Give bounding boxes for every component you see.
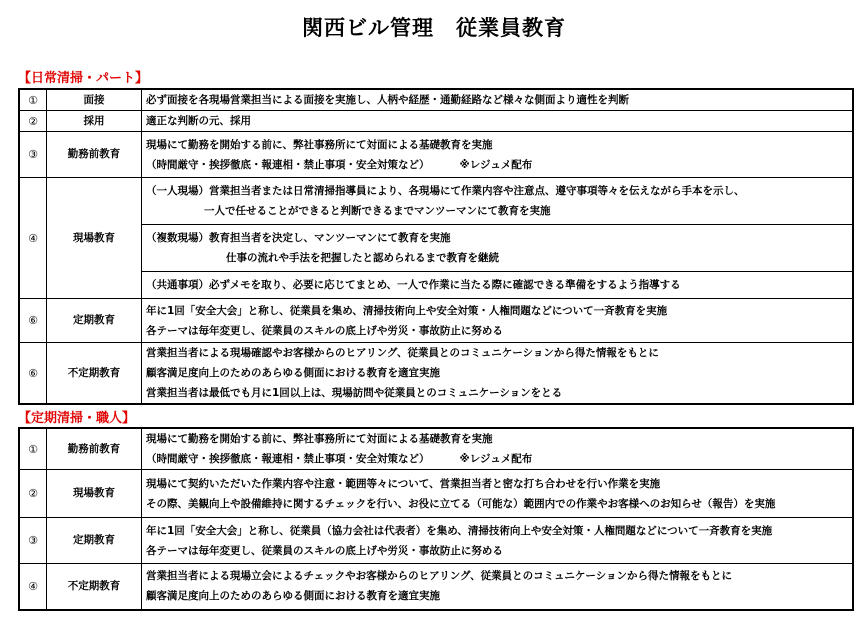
sub-block-multi-site [142,225,852,272]
section1-table [18,88,854,405]
sub-block-common [142,272,852,298]
row-number: ⑥ [19,343,47,405]
section1-heading: 【日常清掃・パート】 [18,71,149,86]
row-number: ③ [19,518,47,564]
content-line: （共通事項）必ずメモを取り、必要に応じてまとめ、一人で作業に当たる際に確認できる準備をするよう指導する [146,279,681,291]
content-line: 必ず面接を各現場営業担当による面接を実施し、人柄や経歴・通勤経路など様々な側面より適性を判断 [146,94,629,106]
content-line: その際、美観向上や設備維持に関するチェックを行い、お役に立てる（可能な）範囲内での作業やお客様へのお知らせ（報告）を実施 [146,497,776,510]
row-content [142,518,854,564]
row-content [142,470,854,518]
page-title: 関西ビル管理 従業員教育 [302,16,566,40]
row-category: 採用 [47,111,142,132]
row-number: ① [19,428,47,470]
row-category: 現場教育 [47,470,142,518]
table-row [19,178,853,299]
content-line: 現場にて勤務を開始する前に、弊社事務所にて対面による基礎教育を実施 [146,433,493,445]
row-number: ③ [19,132,47,178]
row-content [142,89,854,111]
row-category: 勤務前教育 [47,428,142,470]
row-category: 面接 [47,89,142,111]
content-line: 顧客満足度向上のためのあらゆる側面における教育を適宜実施 [146,367,440,379]
content-line: 適正な判断の元、採用 [146,115,251,127]
table-row [19,111,853,132]
row-content [142,132,854,178]
content-line: 年に1回「安全大会」と称し、従業員（協力会社は代表者）を集め、清掃技術向上や安全対策・人権問題などについて一斉教育を実施 [146,524,773,537]
row-content [142,564,854,610]
content-line: 顧客満足度向上のためのあらゆる側面における教育を適宜実施 [146,590,440,603]
row-content [142,299,854,343]
row-number: ① [19,89,47,111]
row-content [142,178,854,299]
row-number: ⑥ [19,299,47,343]
row-content [142,428,854,470]
content-line [146,155,852,175]
row-content [142,343,854,405]
table-row [19,428,853,470]
content-line: 年に1回「安全大会」と称し、従業員を集め、清掃技術向上や安全対策・人権問題などについて一斉教育を実施 [146,304,668,317]
row-number: ② [19,470,47,518]
row-category: 不定期教育 [47,343,142,405]
row-number: ④ [19,564,47,610]
content-line: 現場にて契約いただいた作業内容や注意・範囲等々について、営業担当者と密な打ち合わせを行い作業を実施 [146,477,661,490]
content-line: 一人で任せることができると判断できるまでマンツーマンにて教育を実施 [204,205,551,217]
section2-table [18,427,854,611]
resume-note: ※レジュメ配布 [459,453,533,465]
resume-note: ※レジュメ配布 [459,158,533,171]
row-category: 定期教育 [47,299,142,343]
table-row [19,132,853,178]
content-line [146,449,852,469]
content-line: 営業担当者は最低でも月に1回以上は、現場訪問や従業員とのコミュニケーションをとる [146,387,563,399]
content-line-text: （時間厳守・挨拶徹底・報連相・禁止事項・安全対策など） [146,158,430,171]
table-row [19,343,853,405]
content-line: 各テーマは毎年変更し、従業員のスキルの底上げや労災・事故防止に努める [146,544,503,557]
row-category: 定期教育 [47,518,142,564]
content-line: （複数現場）教育担当者を決定し、マンツーマンにて教育を実施 [146,232,451,244]
sub-block-single-site [142,178,852,225]
content-line: 営業担当者による現場確認やお客様からのヒアリング、従業員とのコミュニケーションから得た情報をもとに [146,347,659,359]
table-row [19,299,853,343]
table-row [19,518,853,564]
row-category: 現場教育 [47,178,142,299]
row-category: 勤務前教育 [47,132,142,178]
content-line: （一人現場）営業担当者または日常清掃指導員により、各現場にて作業内容や注意点、遵守事項等々を伝えながら手本を示し、 [146,185,745,197]
row-category: 不定期教育 [47,564,142,610]
content-line: 営業担当者による現場立会によるチェックやお客様からのヒアリング、従業員とのコミュニケーションから得た情報をもとに [146,570,733,583]
row-number: ② [19,111,47,132]
row-content [142,111,854,132]
section2-heading: 【定期清掃・職人】 [18,411,136,426]
content-line-text: （時間厳守・挨拶徹底・報連相・禁止事項・安全対策など） [146,453,430,465]
content-line: 各テーマは毎年変更し、従業員のスキルの底上げや労災・事故防止に努める [146,324,503,337]
table-row [19,564,853,610]
content-line: 仕事の流れや手法を把握したと認められるまで教育を継続 [226,252,499,264]
content-line: 現場にて勤務を開始する前に、弊社事務所にて対面による基礎教育を実施 [146,138,493,151]
table-row [19,89,853,111]
table-row [19,470,853,518]
row-number: ④ [19,178,47,299]
